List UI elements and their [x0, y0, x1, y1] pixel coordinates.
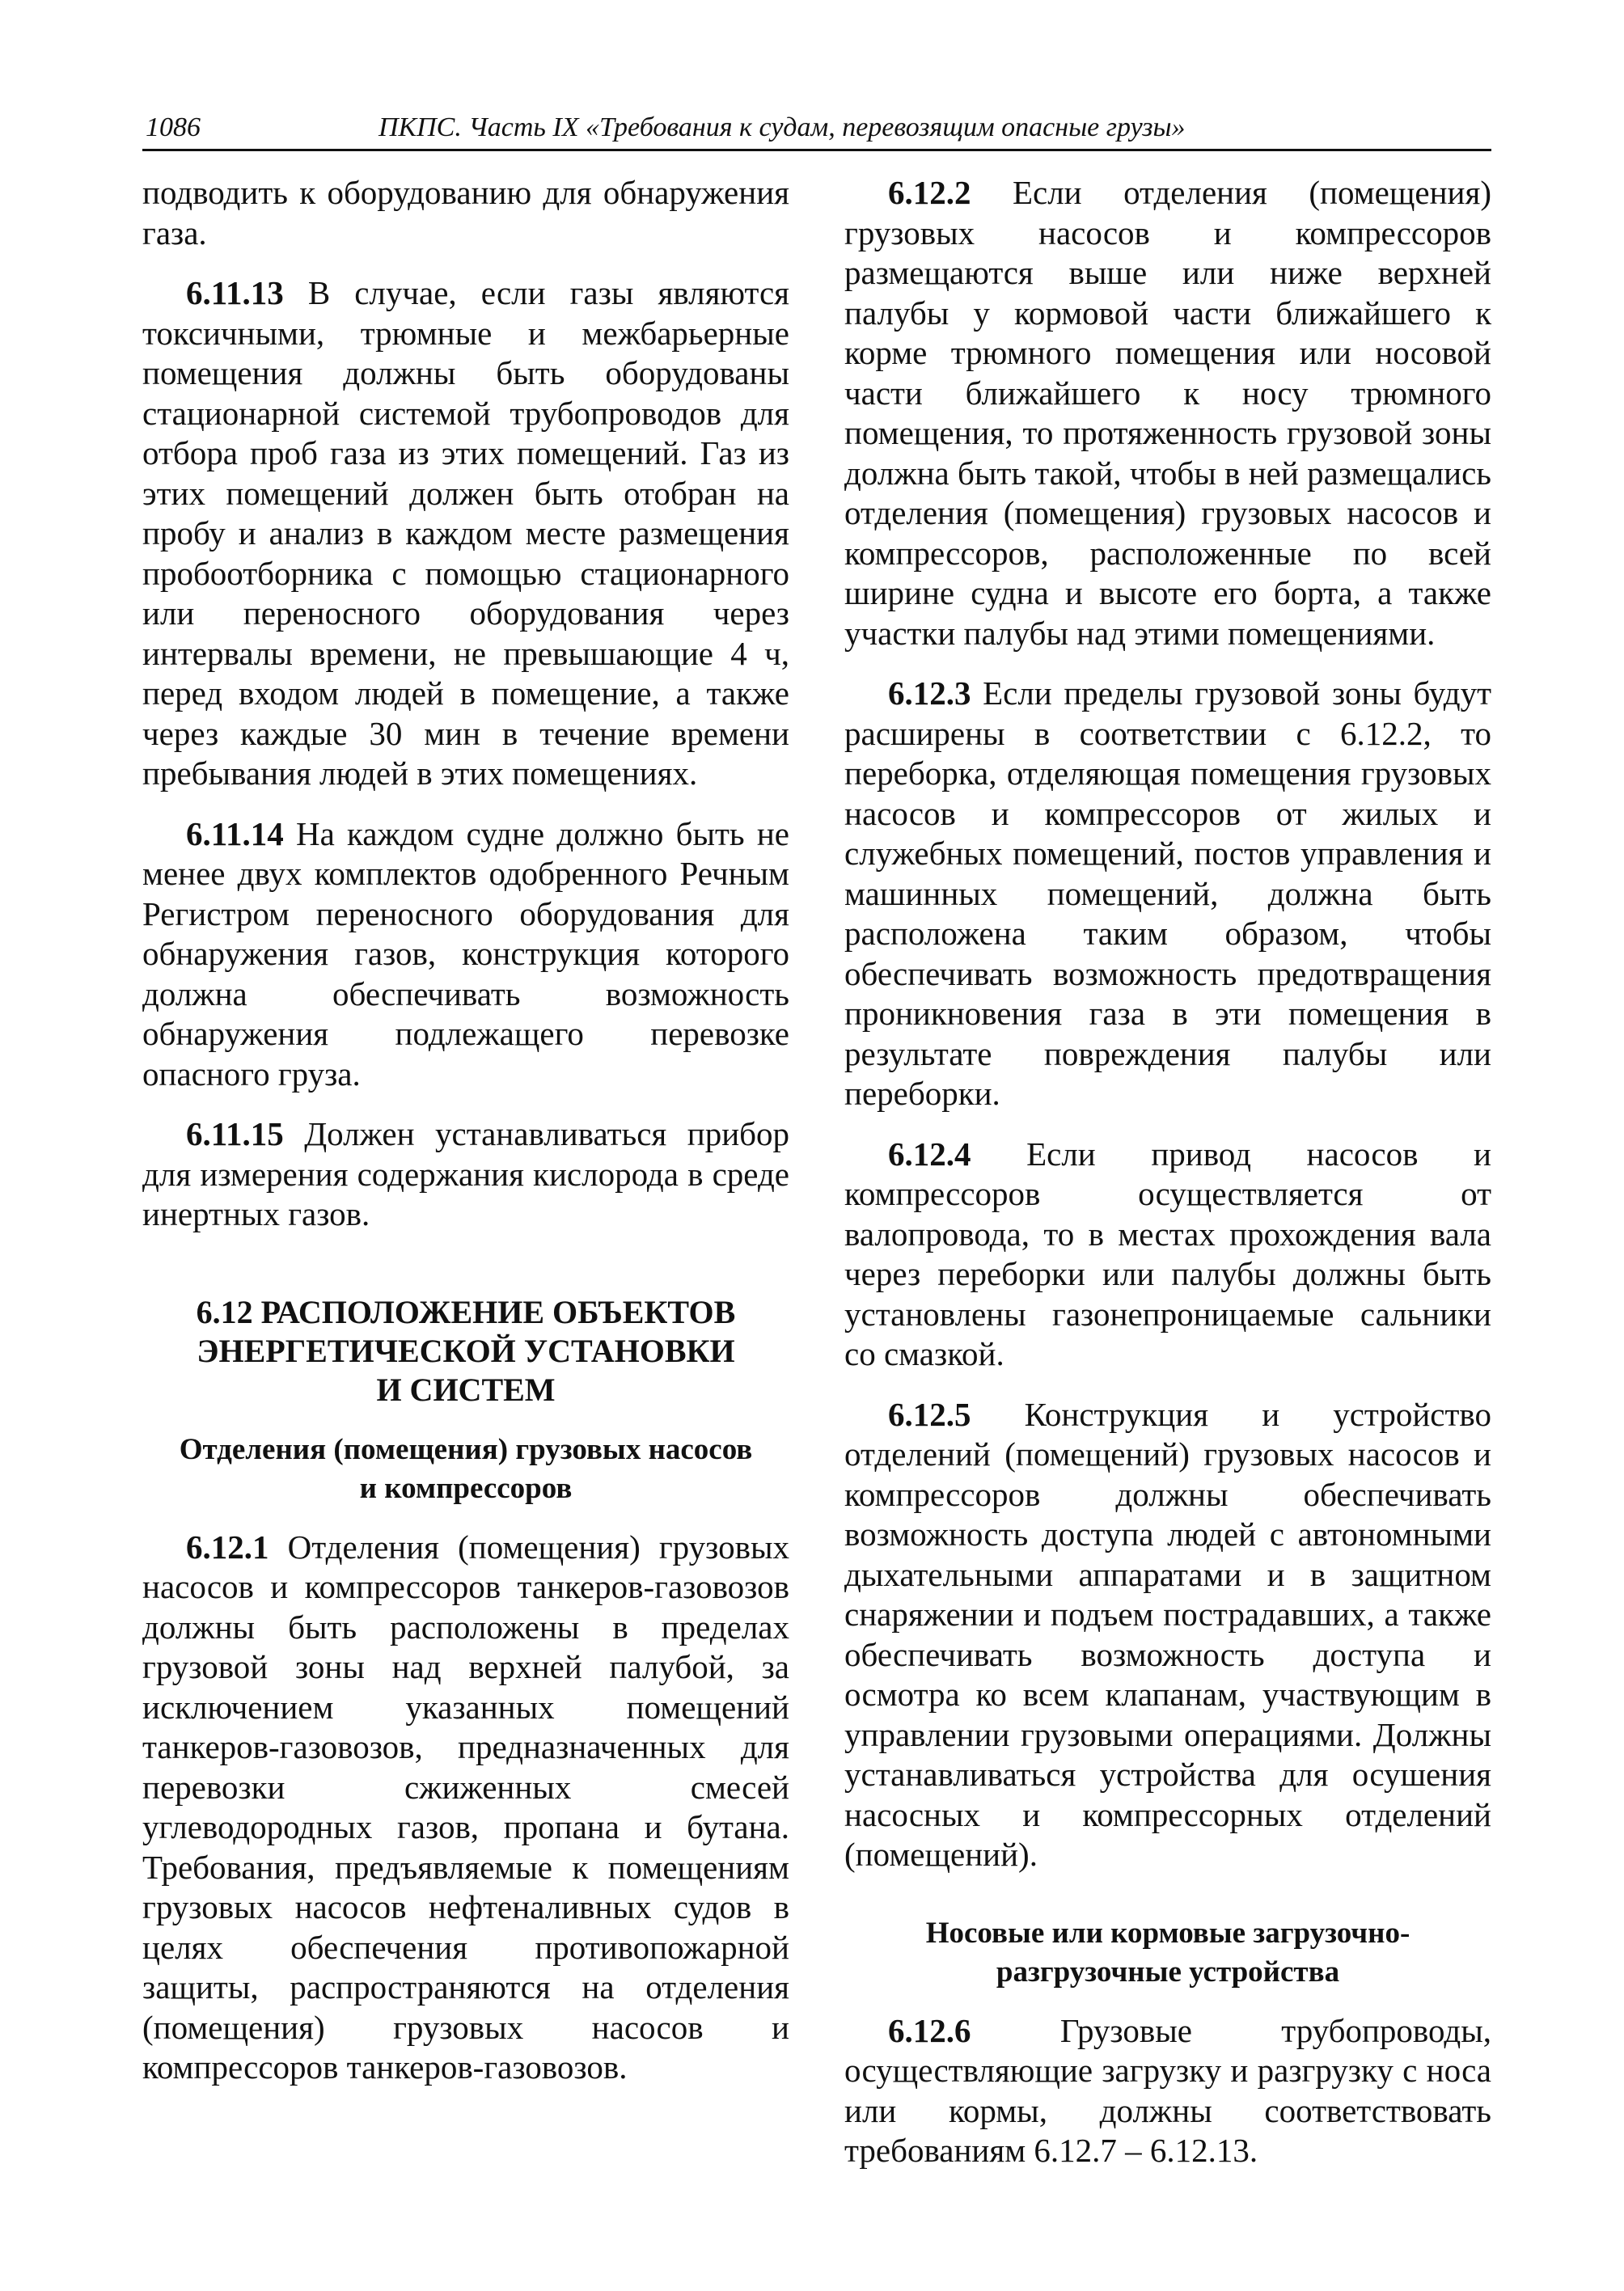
clause-number: 6.12.3	[888, 674, 971, 712]
clause-text: Если отделения (помещения) грузовых насосов и компрессоров размещаются выше или ниже верхней палубы у кормовой части ближайшего к корме трюмного помещения или носовой части ближайшего к носу трюмного помещения, то протяженность грузовой зоны должна быть такой, чтобы в ней размещались отделения (помещения) грузовых насосов и компрессоров, расположенные по всей ширине судна и высоте его борта, а также участки палубы над этими помещениями.	[844, 174, 1491, 652]
clause-number: 6.11.13	[186, 274, 284, 311]
clause-number: 6.12.5	[888, 1395, 971, 1433]
paragraph-6-12-3	[844, 674, 1491, 1114]
subheading-line: Отделения (помещения) грузовых насосов	[179, 1432, 753, 1466]
section-heading-6-12	[142, 1293, 789, 1410]
section-heading-line: И СИСТЕМ	[376, 1371, 556, 1408]
right-column	[844, 173, 1491, 2192]
clause-text: На каждом судне должно быть не менее двух комплектов одобренного Речным Регистром переносного оборудования для обнаружения газов, конструкция которого должна обеспечивать возможность обнаружения подлежащего перевозке опасного груза.	[142, 814, 789, 1093]
clause-number: 6.11.15	[186, 1115, 284, 1152]
clause-number: 6.11.14	[186, 814, 284, 852]
clause-number: 6.12.1	[186, 1528, 269, 1566]
paragraph-6-12-2	[844, 173, 1491, 653]
clause-text: В случае, если газы являются токсичными, трюмные и межбарьерные помещения должны быть оборудованы стационарной системой трубопроводов для отбора проб газа из этих помещений. Газ из этих помещений должен быть отобран на пробу и анализ в каждом месте размещения пробоотборника с помощью стационарного или переносного оборудования через интервалы времени, не превышающие 4 ч, перед входом людей в помещение, а также через каждые 30 мин в течение времени пребывания людей в этих помещениях.	[142, 274, 789, 792]
clause-number: 6.12.6	[888, 2011, 971, 2049]
running-title: ПКПС. Часть IX «Требования к судам, перевозящим опасные грузы»	[379, 112, 1186, 142]
subheading-pump-rooms	[142, 1431, 789, 1508]
page-number: 1086	[146, 112, 201, 142]
clause-text: Должен устанавливаться прибор для измерения содержания кислорода в среде инертных газов.	[142, 1115, 789, 1232]
paragraph-6-11-14	[142, 814, 789, 1095]
clause-text: Если привод насосов и компрессоров осуществляется от валопровода, то в местах прохождения вала через переборки или палубы должны быть установлены газонепроницаемые сальники со смазкой.	[844, 1135, 1491, 1372]
paragraph-6-12-4	[844, 1135, 1491, 1375]
paragraph-6-11-15	[142, 1114, 789, 1235]
page-header	[142, 107, 1491, 151]
clause-text: Отделения (помещения) грузовых насосов и компрессоров танкеров-газовозов должны быть расположены в пределах грузовой зоны над верхней палубой, за исключением указанных помещений танкеров-газовозов, предназначенных для перевозки сжиженных смесей углеводородных газов, пропана и бутана. Требования, предъявляемые к помещениям грузовых насосов нефтеналивных судов в целях обеспечения противопожарной защиты, распространяются на отделения (помещения) грузовых насосов и компрессоров танкеров-газовозов.	[142, 1528, 789, 2086]
left-column	[142, 173, 789, 2108]
clause-text: Если пределы грузовой зоны будут расширены в соответствии с 6.12.2, то переборка, отделяющая помещения грузовых насосов и компрессоров от жилых и служебных помещений, постов управления и машинных помещений, должна быть расположена таким образом, чтобы обеспечивать возможность предотвращения проникновения газа в эти помещения в результате повреждения палубы или переборки.	[844, 674, 1491, 1112]
section-heading-line: ЭНЕРГЕТИЧЕСКОЙ УСТАНОВКИ	[197, 1332, 735, 1369]
paragraph-6-12-6	[844, 2011, 1491, 2171]
clause-number: 6.12.2	[888, 174, 971, 211]
paragraph-continuation: подводить к оборудованию для обнаружения газа.	[142, 174, 789, 252]
subheading-line: разгрузочные устройства	[996, 1955, 1340, 1989]
subheading-line: и компрессоров	[359, 1471, 573, 1505]
subheading-loading-devices	[844, 1914, 1491, 1992]
section-heading-line: 6.12 РАСПОЛОЖЕНИЕ ОБЪЕКТОВ	[196, 1293, 736, 1330]
paragraph-6-11-13	[142, 273, 789, 794]
clause-text: Грузовые трубопроводы, осуществляющие загрузку и разгрузку с носа или кормы, должны соответствовать требованиям 6.12.7 – 6.12.13.	[844, 2011, 1491, 2169]
clause-number: 6.12.4	[888, 1135, 971, 1173]
paragraph-6-12-1	[142, 1528, 789, 2088]
subheading-line: Носовые или кормовые загрузочно-	[925, 1916, 1410, 1950]
paragraph-6-12-5	[844, 1395, 1491, 1875]
clause-text: Конструкция и устройство отделений (помещений) грузовых насосов и компрессоров должны обеспечивать возможность доступа людей с автономными дыхательными аппаратами и в защитном снаряжении и подъем пострадавших, а также обеспечивать возможность доступа и осмотра ко всем клапанам, участвующим в управлении грузовыми операциями. Должны устанавливаться устройства для осушения насосных и компрессорных отделений (помещений).	[844, 1395, 1491, 1873]
